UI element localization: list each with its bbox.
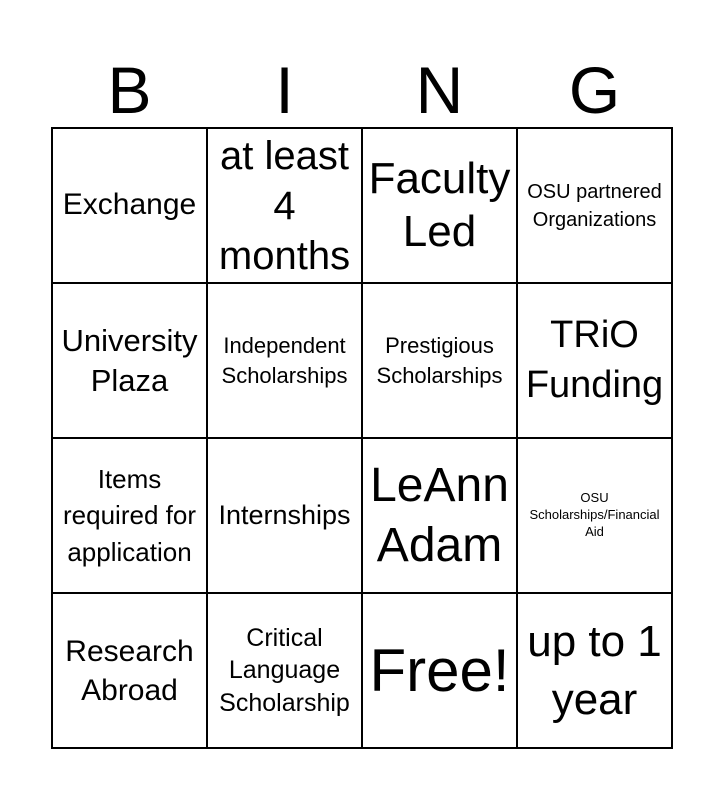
cell-label: at least 4 months (218, 133, 351, 278)
bingo-cell-critical-language-scholarship[interactable] (208, 594, 363, 749)
cell-label: Internships (218, 499, 351, 530)
bingo-cell-up-to-1-year[interactable] (518, 594, 673, 749)
cell-label: Independent Scholarships (221, 332, 348, 388)
bingo-cell-leann-adam[interactable] (363, 439, 518, 594)
bingo-cell-trio-funding[interactable] (518, 284, 673, 439)
cell-label: OSU Scholarships/Financial Aid (529, 490, 660, 539)
header-letter-g: G (568, 53, 621, 127)
bingo-cell-at-least-4-months[interactable] (208, 129, 363, 284)
cell-label: Research Abroad (65, 634, 194, 707)
bingo-cell-faculty-led[interactable] (363, 129, 518, 284)
header-letter-b: B (107, 53, 152, 127)
bingo-cell-research-abroad[interactable] (53, 594, 208, 749)
cell-label: LeAnn Adam (370, 458, 509, 572)
cell-label: Prestigious Scholarships (376, 332, 503, 388)
cell-label: Free! (369, 637, 510, 704)
cell-label: Items required for application (63, 463, 196, 567)
header-letter-n: N (415, 53, 464, 127)
cell-label: up to 1 year (527, 617, 662, 724)
bingo-cell-university-plaza[interactable] (53, 284, 208, 439)
cell-label: Faculty Led (368, 153, 511, 256)
bingo-cell-osu-scholarships-financial-aid[interactable] (518, 439, 673, 594)
bingo-cell-osu-partnered-organizations[interactable] (518, 129, 673, 284)
bingo-header (52, 52, 672, 128)
cell-label: TRiO Funding (525, 314, 664, 406)
cell-label: OSU partnered Organizations (527, 180, 662, 231)
cell-label: University Plaza (61, 322, 198, 398)
bingo-cell-exchange[interactable] (53, 129, 208, 284)
bingo-card (51, 127, 673, 749)
cell-label: Critical Language Scholarship (219, 623, 350, 717)
bingo-cell-free-space[interactable] (363, 594, 518, 749)
bingo-cell-items-required-for-application[interactable] (53, 439, 208, 594)
bingo-cell-prestigious-scholarships[interactable] (363, 284, 518, 439)
bingo-cell-internships[interactable] (208, 439, 363, 594)
cell-label: Exchange (62, 188, 197, 222)
header-letter-i: I (275, 53, 294, 127)
bingo-cell-independent-scholarships[interactable] (208, 284, 363, 439)
